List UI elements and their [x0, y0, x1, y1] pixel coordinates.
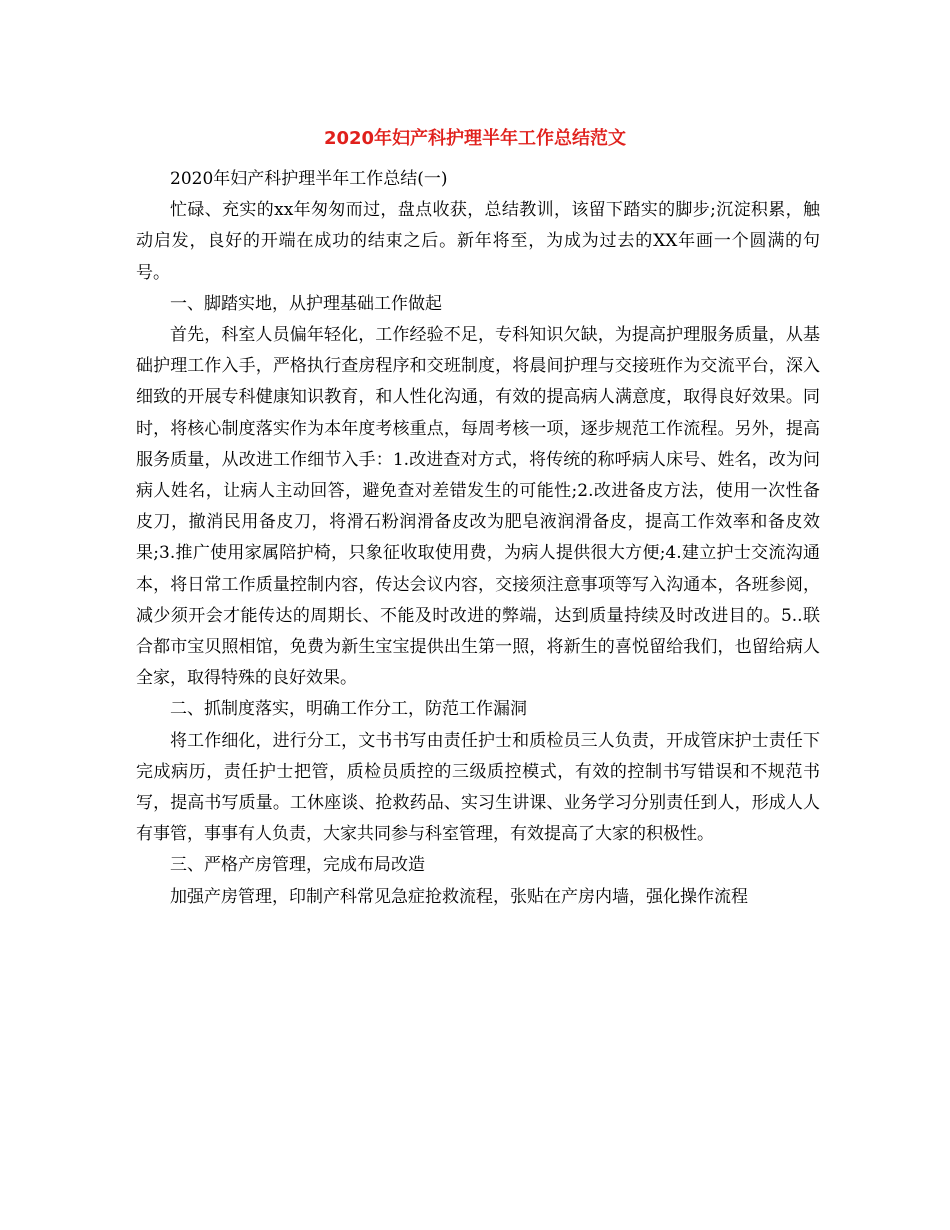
section-heading: 二、抓制度落实，明确工作分工，防范工作漏洞	[170, 699, 527, 720]
body-paragraph: 加强产房管理，印制产科常见急症抢救流程，张贴在产房内墙，强化操作流程	[170, 886, 748, 907]
section-heading: 2020年妇产科护理半年工作总结(一)	[170, 169, 448, 189]
section-heading: 一、脚踏实地，从护理基础工作做起	[170, 293, 442, 314]
body-paragraph: 忙碌、充实的xx年匆匆而过，盘点收获，总结教训，该留下踏实的脚步;沉淀积累，触动启发，良好的开端在成功的结束之后。新年将至，为成为过去的XX年画一个圆满的句号。	[136, 200, 820, 283]
body-paragraph: 首先，科室人员偏年轻化，工作经验不足，专科知识欠缺，为提高护理服务质量，从基础护理工作入手，严格执行查房程序和交班制度，将晨间护理与交接班作为交流平台，深入细致的开展专科健康知识教育，和人性化沟通，有效的提高病人满意度，取得良好效果。同时，将核心制度落实作为本年度考核重点，每周考核一项，逐步规范工作流程。另外，提高服务质量，从改进工作细节入手：1.改进查对方式，将传统的称呼病人床号、姓名，改为问病人姓名，让病人主动回答，避免查对差错发生的可能性;2.改进备皮方法，使用一次性备皮刀，撤消民用备皮刀，将滑石粉润滑备皮改为肥皂液润滑备皮，提高工作效率和备皮效果;3.推广使用家属陪护椅，只象征收取使用费，为病人提供很大方便;4.建立护士交流沟通本，将日常工作质量控制内容，传达会议内容，交接须注意事项等写入沟通本，各班参阅，减少须开会才能传达的周期长、不能及时改进的弊端，达到质量持续及时改进目的。5..联合都市宝贝照相馆，免费为新生宝宝提供出生第一照，将新生的喜悦留给我们，也留给病人全家，取得特殊的良好效果。	[136, 325, 820, 689]
page-title: 2020年妇产科护理半年工作总结范文	[323, 128, 627, 149]
body-paragraph: 将工作细化，进行分工，文书书写由责任护士和质检员三人负责，开成管床护士责任下完成病历，责任护士把管，质检员质控的三级质控模式，有效的控制书写错误和不规范书写，提高书写质量。工休座谈、抢救药品、实习生讲课、业务学习分别责任到人，形成人人有事管，事事有人负责，大家共同参与科室管理，有效提高了大家的积极性。	[136, 730, 820, 845]
document-body	[136, 164, 820, 913]
section-heading: 三、严格产房管理，完成布局改造	[170, 855, 425, 876]
